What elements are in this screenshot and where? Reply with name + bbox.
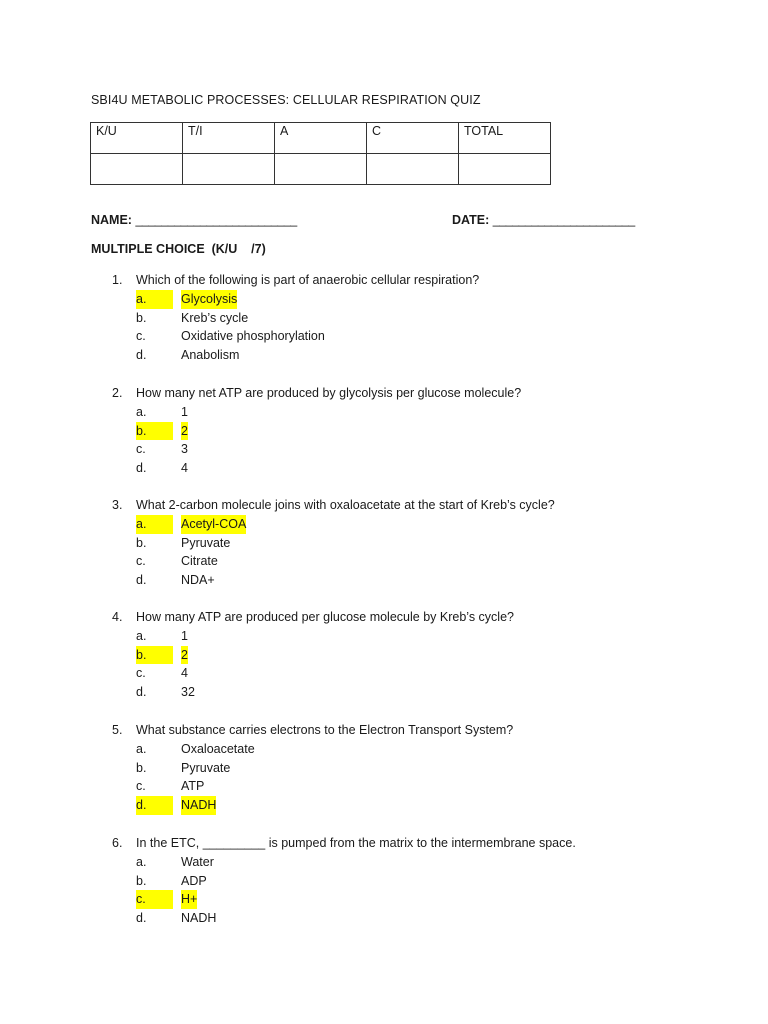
answer-option[interactable] (112, 440, 732, 459)
answer-option[interactable] (112, 552, 732, 571)
option-text: Acetyl-COA (181, 515, 246, 534)
option-letter: b. (136, 760, 147, 775)
score-header-a: A (275, 123, 367, 154)
score-header-c: C (367, 123, 459, 154)
option-text: Anabolism (181, 348, 240, 363)
answer-option[interactable] (112, 664, 732, 683)
option-letter: d. (136, 685, 147, 700)
option-text: Glycolysis (181, 290, 237, 309)
question-text: In the ETC, _________ is pumped from the matrix to the intermembrane space. (136, 836, 576, 850)
answer-option-highlighted[interactable] (112, 890, 732, 909)
option-letter: c. (136, 329, 146, 344)
option-text: 2 (181, 646, 188, 665)
option-letter: b. (136, 873, 147, 888)
answer-option-highlighted[interactable] (112, 515, 732, 534)
answer-option[interactable] (112, 403, 732, 422)
answer-option[interactable] (112, 759, 732, 778)
answer-option[interactable] (112, 777, 732, 796)
date-field[interactable] (452, 213, 635, 227)
option-text: ATP (181, 779, 205, 794)
option-text: Oxidative phosphorylation (181, 329, 325, 344)
option-letter: c. (136, 666, 146, 681)
question-stem (112, 834, 732, 853)
option-text: Pyruvate (181, 760, 231, 775)
question-number: 2. (112, 386, 123, 400)
answer-option[interactable] (112, 571, 732, 590)
answer-option-highlighted[interactable] (112, 422, 732, 441)
answer-option-highlighted[interactable] (112, 646, 732, 665)
score-cell-a[interactable] (275, 154, 367, 185)
answer-option[interactable] (112, 346, 732, 365)
answer-option-highlighted[interactable] (112, 290, 732, 309)
option-text: 4 (181, 666, 188, 681)
question-text: What substance carries electrons to the Electron Transport System? (136, 723, 514, 737)
option-text: Kreb’s cycle (181, 310, 249, 325)
question-3 (112, 496, 732, 590)
score-cell-ku[interactable] (91, 154, 183, 185)
option-letter: c. (136, 890, 173, 909)
score-cell-total[interactable] (459, 154, 551, 185)
option-letter: a. (136, 629, 147, 643)
option-letter: d. (136, 911, 147, 926)
score-table-value-row (91, 154, 551, 185)
option-letter: d. (136, 461, 147, 476)
question-number: 5. (112, 723, 123, 737)
option-text: 3 (181, 442, 188, 457)
option-letter: c. (136, 554, 146, 569)
answer-option[interactable] (112, 740, 732, 759)
answer-option[interactable] (112, 872, 732, 891)
option-text: NADH (181, 911, 217, 926)
answer-option[interactable] (112, 683, 732, 702)
name-field[interactable] (91, 213, 297, 227)
option-text: 32 (181, 685, 195, 700)
option-text: NADH (181, 796, 216, 815)
option-letter: a. (136, 742, 147, 756)
option-text: Citrate (181, 554, 218, 569)
option-letter: b. (136, 535, 147, 550)
option-text: Water (181, 855, 214, 869)
question-stem (112, 384, 732, 403)
question-number: 1. (112, 273, 123, 287)
option-text: 2 (181, 422, 188, 441)
option-letter: a. (136, 290, 173, 309)
option-letter: d. (136, 348, 147, 363)
option-letter: a. (136, 855, 147, 869)
answer-option[interactable] (112, 459, 732, 478)
score-cell-ti[interactable] (183, 154, 275, 185)
option-letter: c. (136, 442, 146, 457)
option-text: H+ (181, 890, 197, 909)
question-4 (112, 608, 732, 702)
option-letter: d. (136, 573, 147, 588)
question-1 (112, 271, 732, 365)
question-text: How many ATP are produced per glucose molecule by Kreb’s cycle? (136, 610, 514, 624)
answer-option[interactable] (112, 853, 732, 872)
option-letter: d. (136, 796, 173, 815)
question-stem (112, 721, 732, 740)
question-stem (112, 496, 732, 515)
option-text: 4 (181, 461, 188, 476)
score-header-total: TOTAL (459, 123, 551, 154)
option-letter: c. (136, 779, 146, 794)
section-heading: MULTIPLE CHOICE (K/U /7) (91, 242, 266, 256)
score-header-ti: T/I (183, 123, 275, 154)
question-text: How many net ATP are produced by glycolysis per glucose molecule? (136, 386, 522, 400)
question-6 (112, 834, 732, 928)
question-5 (112, 721, 732, 815)
option-text: ADP (181, 873, 207, 888)
name-blank[interactable]: _________________________ (135, 213, 297, 227)
answer-option[interactable] (112, 327, 732, 346)
option-letter: a. (136, 515, 173, 534)
name-label: NAME: (91, 213, 132, 227)
option-text: Pyruvate (181, 535, 231, 550)
answer-option-highlighted[interactable] (112, 796, 732, 815)
question-number: 4. (112, 610, 123, 624)
option-text: Oxaloacetate (181, 742, 255, 756)
answer-option[interactable] (112, 534, 732, 553)
question-2 (112, 384, 732, 478)
option-letter: b. (136, 646, 173, 665)
score-header-ku: K/U (91, 123, 183, 154)
answer-option[interactable] (112, 627, 732, 646)
date-label: DATE: (452, 213, 490, 227)
question-number: 3. (112, 498, 123, 512)
score-table-header-row (91, 123, 551, 154)
quiz-title: SBI4U METABOLIC PROCESSES: CELLULAR RESPIRATION QUIZ (91, 93, 481, 107)
option-letter: b. (136, 422, 173, 441)
question-stem (112, 271, 732, 290)
option-letter: b. (136, 310, 147, 325)
option-text: 1 (181, 629, 188, 643)
answer-option[interactable] (112, 309, 732, 328)
score-cell-c[interactable] (367, 154, 459, 185)
question-text: Which of the following is part of anaerobic cellular respiration? (136, 273, 480, 287)
score-table (90, 122, 551, 185)
question-stem (112, 608, 732, 627)
option-letter: a. (136, 405, 147, 419)
question-text: What 2-carbon molecule joins with oxaloacetate at the start of Kreb’s cycle? (136, 498, 555, 512)
question-number: 6. (112, 836, 123, 850)
option-text: NDA+ (181, 573, 215, 588)
date-blank[interactable]: ______________________ (492, 213, 635, 227)
answer-option[interactable] (112, 909, 732, 928)
option-text: 1 (181, 405, 188, 419)
